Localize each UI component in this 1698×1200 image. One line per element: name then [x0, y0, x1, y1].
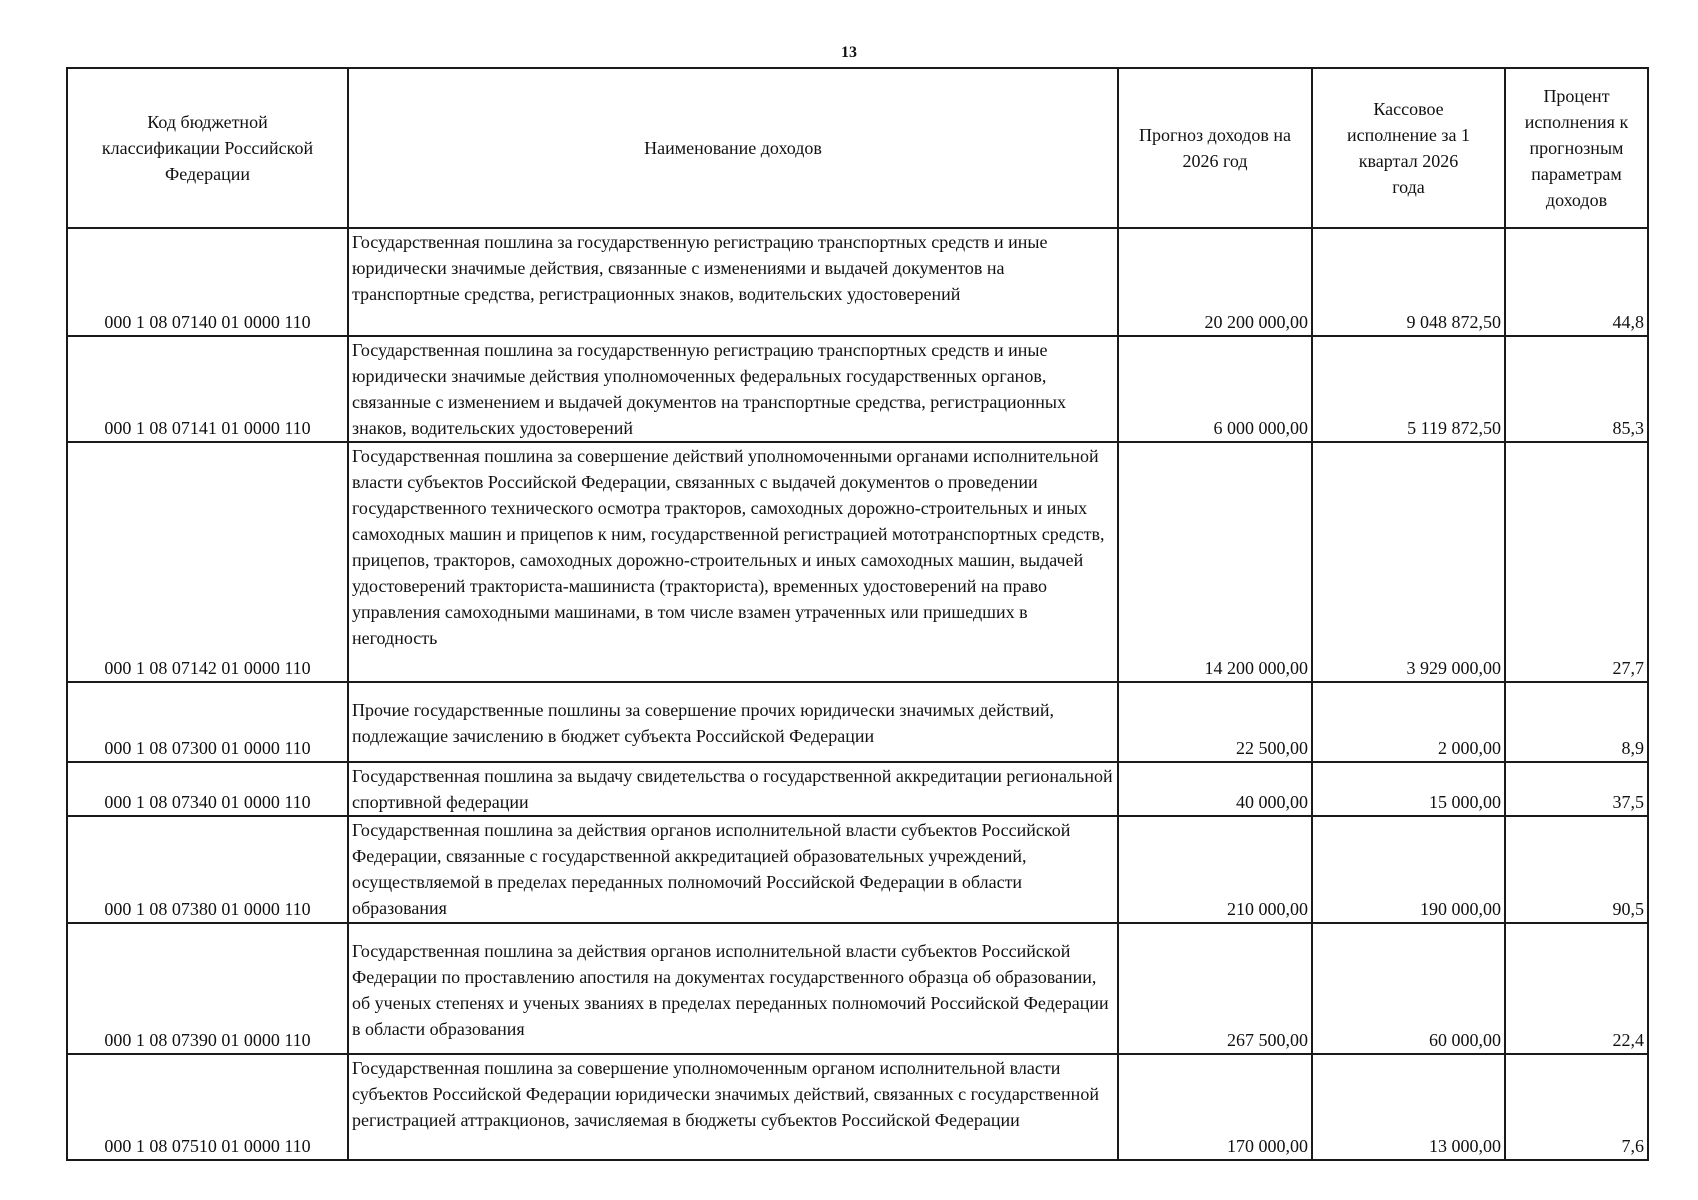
- row-code: 000 1 08 07380 01 0000 110: [67, 816, 348, 923]
- row-percent: 44,8: [1505, 228, 1648, 336]
- row-execution: 190 000,00: [1312, 816, 1505, 923]
- row-name: Государственная пошлина за действия органов исполнительной власти субъектов Российской Федерации по проставлению апостиля на документах государственного образца об образовании, об ученых степенях и ученых званиях в пределах переданных полномочий Российской Федерации в области образования: [348, 923, 1118, 1054]
- row-code: 000 1 08 07140 01 0000 110: [67, 228, 348, 336]
- row-name: Государственная пошлина за совершение действий уполномоченными органами исполнительной власти субъектов Российской Федерации, связанных с выдачей документов о проведении государственного технического осмотра тракторов, самоходных дорожно-строительных и иных самоходных машин и прицепов к ним, государственной регистрацией мототранспортных средств, прицепов, тракторов, самоходных дорожно-строительных и иных самоходных машин, выдачей удостоверений тракториста-машиниста (тракториста), временных удостоверений на право управления самоходными машинами, в том числе взамен утраченных или пришедших в негодность: [348, 442, 1118, 682]
- table-row: [67, 1054, 1648, 1160]
- row-name: Государственная пошлина за государственную регистрацию транспортных средств и иные юридически значимые действия, связанные с изменениями и выдачей документов на транспортные средства, регистрационных знаков, водительских удостоверений: [348, 228, 1118, 336]
- row-name: Государственная пошлина за государственную регистрацию транспортных средств и иные юридически значимые действия уполномоченных федеральных государственных органов, связанные с изменением и выдачей документов на транспортные средства, регистрационных знаков, водительских удостоверений: [348, 336, 1118, 442]
- row-forecast: 170 000,00: [1118, 1054, 1312, 1160]
- header-code: Код бюджетной классификации Российской Федерации: [67, 68, 348, 228]
- row-percent: 7,6: [1505, 1054, 1648, 1160]
- page-number: 13: [841, 44, 857, 61]
- table-row: [67, 682, 1648, 762]
- row-forecast: 267 500,00: [1118, 923, 1312, 1054]
- row-code: 000 1 08 07300 01 0000 110: [67, 682, 348, 762]
- table-row: [67, 228, 1648, 336]
- row-execution: 15 000,00: [1312, 762, 1505, 816]
- row-execution: 60 000,00: [1312, 923, 1505, 1054]
- row-forecast: 6 000 000,00: [1118, 336, 1312, 442]
- row-name: Государственная пошлина за совершение уполномоченным органом исполнительной власти субъектов Российской Федерации юридически значимых действий, связанных с государственной регистрацией аттракционов, зачисляемая в бюджеты субъектов Российской Федерации: [348, 1054, 1118, 1160]
- row-forecast: 40 000,00: [1118, 762, 1312, 816]
- table-row: [67, 816, 1648, 923]
- row-percent: 37,5: [1505, 762, 1648, 816]
- header-execution: Кассовое исполнение за 1 квартал 2026 года: [1312, 68, 1505, 228]
- row-execution: 2 000,00: [1312, 682, 1505, 762]
- row-name: Государственная пошлина за выдачу свидетельства о государственной аккредитации региональной спортивной федерации: [348, 762, 1118, 816]
- row-percent: 8,9: [1505, 682, 1648, 762]
- table-row: [67, 336, 1648, 442]
- row-percent: 22,4: [1505, 923, 1648, 1054]
- row-execution: 13 000,00: [1312, 1054, 1505, 1160]
- row-code: 000 1 08 07390 01 0000 110: [67, 923, 348, 1054]
- budget-revenue-table: [66, 67, 1649, 1161]
- table-row: [67, 762, 1648, 816]
- row-code: 000 1 08 07141 01 0000 110: [67, 336, 348, 442]
- row-percent: 90,5: [1505, 816, 1648, 923]
- row-code: 000 1 08 07510 01 0000 110: [67, 1054, 348, 1160]
- header-forecast: Прогноз доходов на 2026 год: [1118, 68, 1312, 228]
- row-code: 000 1 08 07340 01 0000 110: [67, 762, 348, 816]
- row-percent: 27,7: [1505, 442, 1648, 682]
- row-code: 000 1 08 07142 01 0000 110: [67, 442, 348, 682]
- row-forecast: 22 500,00: [1118, 682, 1312, 762]
- row-execution: 3 929 000,00: [1312, 442, 1505, 682]
- table-header-row: [67, 68, 1648, 228]
- row-execution: 9 048 872,50: [1312, 228, 1505, 336]
- row-forecast: 14 200 000,00: [1118, 442, 1312, 682]
- row-percent: 85,3: [1505, 336, 1648, 442]
- header-percent: Процент исполнения к прогнозным параметрам доходов: [1505, 68, 1648, 228]
- row-execution: 5 119 872,50: [1312, 336, 1505, 442]
- row-forecast: 210 000,00: [1118, 816, 1312, 923]
- table-row: [67, 923, 1648, 1054]
- row-name: Прочие государственные пошлины за совершение прочих юридически значимых действий, подлежащие зачислению в бюджет субъекта Российской Федерации: [348, 682, 1118, 762]
- row-name: Государственная пошлина за действия органов исполнительной власти субъектов Российской Федерации, связанные с государственной аккредитацией образовательных учреждений, осуществляемой в пределах переданных полномочий Российской Федерации в области образования: [348, 816, 1118, 923]
- row-forecast: 20 200 000,00: [1118, 228, 1312, 336]
- header-name: Наименование доходов: [348, 68, 1118, 228]
- table-row: [67, 442, 1648, 682]
